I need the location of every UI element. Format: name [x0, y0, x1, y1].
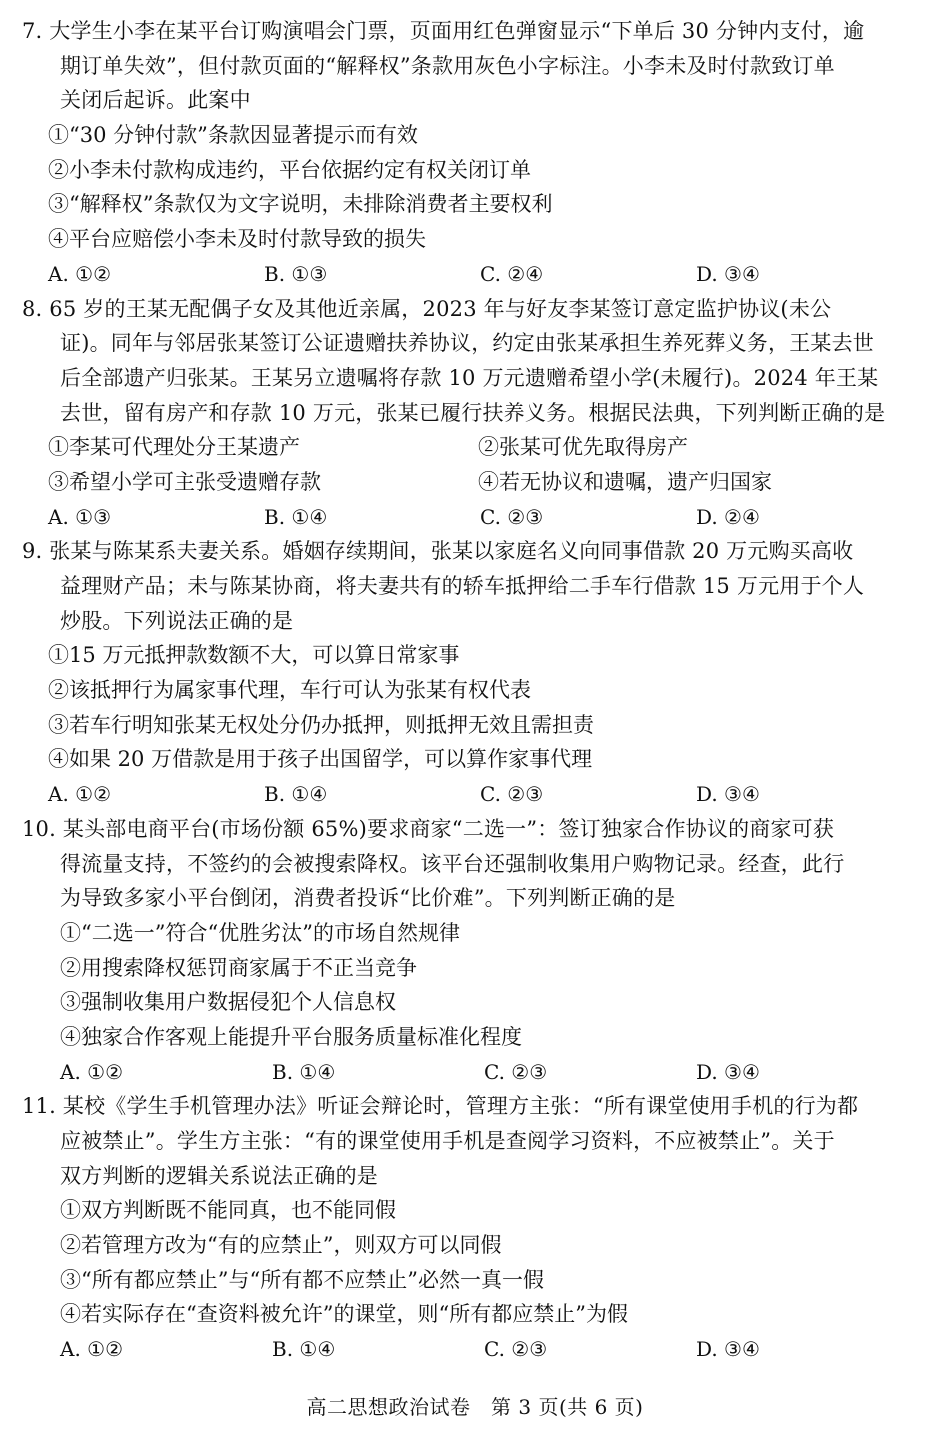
answer-choice-c: C. ②③: [484, 1059, 548, 1084]
question-9-statement-2: ②该抵押行为属家事代理，车行可认为张某有权代表: [48, 678, 531, 703]
question-9-answer-choices: [22, 777, 932, 812]
answer-choice-a: A. ①②: [60, 1337, 124, 1362]
question-8-stem-line: 8. 65 岁的王某无配偶子女及其他近亲属，2023 年与好友李某签订意定监护协议(未公: [22, 296, 832, 321]
answer-choice-c: C. ②③: [484, 1337, 548, 1362]
answer-choice-a: A. ①③: [48, 504, 112, 529]
question-11-statement-2: ②若管理方改为“有的应禁止”，则双方可以同假: [60, 1233, 502, 1258]
question-9-statement-1: ①15 万元抵押款数额不大，可以算日常家事: [48, 643, 460, 668]
question-8-statement-row: [22, 465, 932, 500]
question-8: [22, 292, 932, 535]
answer-choice-b: B. ①③: [264, 261, 328, 286]
question-11-stem-line: 应被禁止”。学生方主张：“有的课堂使用手机是查阅学习资料，不应被禁止”。关于: [60, 1129, 835, 1153]
question-10-stem-line: 为导致多家小平台倒闭，消费者投诉“比价难”。下列判断正确的是: [60, 886, 676, 911]
question-9-stem-line: 9. 张某与陈某系夫妻关系。婚姻存续期间，张某以家庭名义向同事借款 20 万元购买高收: [22, 539, 854, 564]
question-9-stem-line: 益理财产品；未与陈某协商，将夫妻共有的轿车抵押给二手车行借款 15 万元用于个人: [60, 574, 865, 598]
question-10-stem-line: 10. 某头部电商平台(市场份额 65%)要求商家“二选一”：签订独家合作协议的商家可获: [22, 816, 835, 841]
question-7-answer-choices: [22, 257, 932, 292]
question-7-statement-4: ④平台应赔偿小李未及时付款导致的损失: [48, 227, 426, 252]
question-7: [22, 14, 932, 292]
answer-choice-b: B. ①④: [264, 504, 328, 529]
question-9-statement-4: ④如果 20 万借款是用于孩子出国留学，可以算作家事代理: [48, 747, 593, 772]
question-10-statement-1: ①“二选一”符合“优胜劣汰”的市场自然规律: [60, 920, 460, 945]
answer-choice-b: B. ①④: [264, 782, 328, 807]
question-9-stem-line: 炒股。下列说法正确的是: [60, 608, 294, 633]
question-8-statement-row: [22, 430, 932, 465]
question-8-statement-2: ②张某可优先取得房产: [478, 435, 688, 460]
question-10: [22, 812, 932, 1090]
question-9-statement-3: ③若车行明知张某无权处分仍办抵押，则抵押无效且需担责: [48, 712, 594, 737]
answer-choice-c: C. ②③: [480, 782, 544, 807]
question-11-stem-line: 双方判断的逻辑关系说法正确的是: [60, 1163, 378, 1188]
question-8-statement-1: ①李某可代理处分王某遗产: [48, 435, 300, 460]
answer-choice-d: D. ③④: [696, 261, 760, 286]
answer-choice-d: D. ③④: [696, 1337, 760, 1362]
answer-choice-d: D. ③④: [696, 1059, 760, 1084]
answer-choice-a: A. ①②: [48, 782, 112, 807]
question-8-statement-3: ③希望小学可主张受遗赠存款: [48, 469, 321, 494]
question-8-stem-line: 后全部遗产归张某。王某另立遗嘱将存款 10 万元遗赠希望小学(未履行)。2024 年王某: [60, 365, 879, 390]
question-11: [22, 1089, 932, 1367]
exam-page: [22, 14, 932, 1367]
answer-choice-d: D. ②④: [696, 504, 760, 529]
answer-choice-c: C. ②③: [480, 504, 544, 529]
question-10-statement-4: ④独家合作客观上能提升平台服务质量标准化程度: [60, 1024, 522, 1049]
answer-choice-b: B. ①④: [272, 1059, 336, 1084]
question-10-answer-choices: [22, 1055, 932, 1090]
question-8-statement-4: ④若无协议和遗嘱，遗产归国家: [478, 469, 772, 494]
page-footer: 高二思想政治试卷 第 3 页(共 6 页): [306, 1395, 644, 1419]
question-7-stem-line: 关闭后起诉。此案中: [60, 88, 251, 113]
question-8-answer-choices: [22, 500, 932, 535]
question-7-statement-2: ②小李未付款构成违约，平台依据约定有权关闭订单: [48, 157, 531, 182]
question-9: [22, 534, 932, 812]
question-11-statement-1: ①双方判断既不能同真，也不能同假: [60, 1198, 396, 1223]
question-11-stem-line: 11. 某校《学生手机管理办法》听证会辩论时，管理方主张：“所有课堂使用手机的行为都: [22, 1094, 859, 1119]
question-8-stem-line: 证)。同年与邻居张某签订公证遗赠扶养协议，约定由张某承担生养死葬义务，王某去世: [60, 331, 874, 356]
question-11-statement-4: ④若实际存在“查资料被允许”的课堂，则“所有都应禁止”为假: [60, 1302, 628, 1327]
question-10-statement-2: ②用搜索降权惩罚商家属于不正当竞争: [60, 955, 417, 980]
answer-choice-c: C. ②④: [480, 261, 544, 286]
question-11-statement-3: ③“所有都应禁止”与“所有都不应禁止”必然一真一假: [60, 1267, 544, 1292]
answer-choice-a: A. ①②: [48, 261, 112, 286]
answer-choice-a: A. ①②: [60, 1059, 124, 1084]
question-7-statement-1: ①“30 分钟付款”条款因显著提示而有效: [48, 123, 418, 148]
answer-choice-d: D. ③④: [696, 782, 760, 807]
question-7-stem-line: 期订单失效”，但付款页面的“解释权”条款用灰色小字标注。小李未及时付款致订单: [60, 53, 835, 78]
question-7-stem-line: 7. 大学生小李在某平台订购演唱会门票，页面用红色弹窗显示“下单后 30 分钟内支付，逾: [22, 19, 865, 43]
answer-choice-b: B. ①④: [272, 1337, 336, 1362]
question-7-statement-3: ③“解释权”条款仅为文字说明，未排除消费者主要权利: [48, 192, 553, 217]
question-8-stem-line: 去世，留有房产和存款 10 万元，张某已履行扶养义务。根据民法典，下列判断正确的是: [60, 400, 886, 425]
question-10-stem-line: 得流量支持，不签约的会被搜索降权。该平台还强制收集用户购物记录。经查，此行: [60, 851, 845, 876]
question-10-statement-3: ③强制收集用户数据侵犯个人信息权: [60, 990, 396, 1015]
question-11-answer-choices: [22, 1332, 932, 1367]
